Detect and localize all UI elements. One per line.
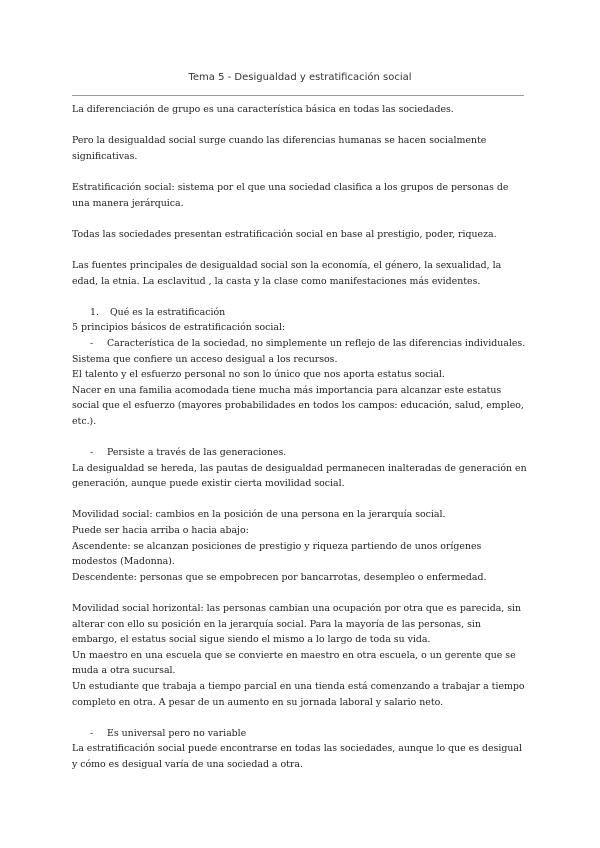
list-item-text: Característica de la sociedad, no simplemente un reflejo de las diferencias individuales. <box>107 337 526 349</box>
paragraph-spacer <box>72 289 527 305</box>
paragraph: Descendente: personas que se empobrecen por bancarrotas, desempleo o enfermedad. <box>72 571 487 583</box>
paragraph-spacer <box>72 242 527 258</box>
paragraph: Nacer en una familia acomodada tiene mucha más importancia para alcanzar este estatus social que el esfuerzo (mayores probabilidades en todos los campos: educación, salud, empleo, etc.). <box>72 384 524 427</box>
dash-list-item <box>72 445 527 461</box>
list-marker: - <box>90 337 94 349</box>
list-marker: 1. <box>90 306 99 318</box>
paragraph: Todas las sociedades presentan estratificación social en base al prestigio, poder, riqueza. <box>72 228 497 240</box>
paragraph: Las fuentes principales de desigualdad social son la economía, el género, la sexualidad, la edad, la etnia. La esclavitud , la casta y la clase como manifestaciones más evidentes. <box>72 259 502 287</box>
paragraph-spacer <box>72 585 527 601</box>
numbered-heading <box>72 305 527 321</box>
paragraph: Un maestro en una escuela que se convierte en maestro en otra escuela, o un gerente que se muda a otra sucursal. <box>72 649 516 677</box>
paragraph: Ascendente: se alcanzan posiciones de prestigio y riqueza partiendo de unos orígenes modestos (Madonna). <box>72 540 482 568</box>
list-marker: - <box>90 447 94 459</box>
paragraph: Sistema que confiere un acceso desigual a los recursos. <box>72 353 338 365</box>
paragraph: La diferenciación de grupo es una característica básica en todas las sociedades. <box>72 104 454 115</box>
dash-list-item <box>72 336 527 352</box>
document-body <box>72 102 527 773</box>
paragraph: Movilidad social horizontal: las personas cambian una ocupación por otra que es parecida, sin alterar con ello su posición en la jerarquía social. Para la mayoría de las personas, sin embargo, el estatus social sigue siendo el mismo a lo largo de toda su vida. <box>72 603 522 646</box>
paragraph: Un estudiante que trabaja a tiempo parcial en una tienda está comenzando a trabajar a tiempo completo en otra. A pesar de un aumento en su jornada laboral y salario neto. <box>72 680 525 708</box>
paragraph: El talento y el esfuerzo personal no son lo único que nos aporta estatus social. <box>72 369 445 381</box>
paragraph-spacer <box>72 710 527 726</box>
paragraph: Pero la desigualdad social surge cuando las diferencias humanas se hacen socialmente significativas. <box>72 135 487 162</box>
page-header: Tema 5 - Desigualdad y estratificación social <box>188 72 412 83</box>
paragraph: La desigualdad se hereda, las pautas de desigualdad permanecen inalteradas de generación en generación, aunque puede existir cierta movilidad social. <box>72 462 527 490</box>
paragraph-spacer <box>72 164 527 180</box>
paragraph: La estratificación social puede encontrarse en todas las sociedades, aunque lo que es desigual y cómo es desigual varía de una sociedad a otra. <box>72 743 522 770</box>
list-item-text: Es universal pero no variable <box>107 727 247 739</box>
paragraph-spacer <box>72 211 527 227</box>
list-marker: - <box>90 727 94 739</box>
list-item-text: Persiste a través de las generaciones. <box>107 447 287 459</box>
paragraph-spacer <box>72 118 527 134</box>
paragraph: Estratificación social: sistema por el que una sociedad clasifica a los grupos de personas de una manera jerárquica. <box>72 181 509 209</box>
paragraph-spacer <box>72 429 527 445</box>
paragraph-spacer <box>72 492 527 508</box>
header-divider <box>72 95 524 96</box>
list-item-text: Qué es la estratificación <box>110 306 226 318</box>
paragraph: Puede ser hacia arriba o hacia abajo: <box>72 525 249 537</box>
paragraph: Movilidad social: cambios en la posición de una persona en la jerarquía social. <box>72 509 446 521</box>
dash-list-item <box>72 726 527 742</box>
paragraph: 5 principios básicos de estratificación social: <box>72 322 286 334</box>
